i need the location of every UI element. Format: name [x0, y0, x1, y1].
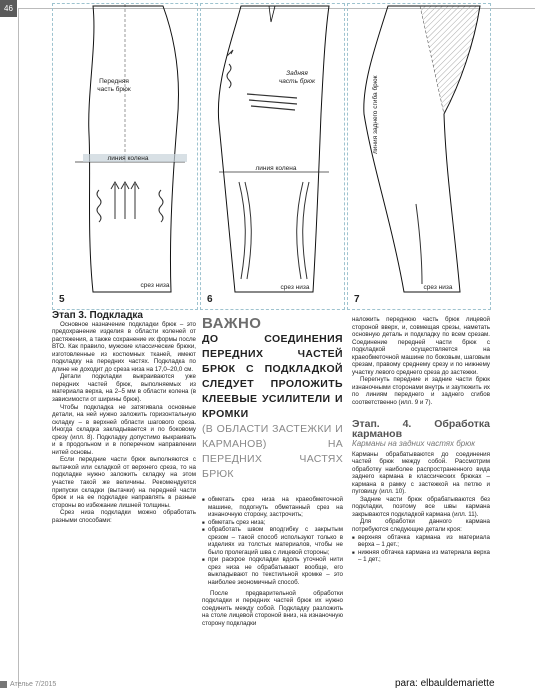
figure-6 [200, 3, 345, 310]
knee-line-label: линия колена [107, 155, 149, 162]
list-item: ■ при раскрое подкладки вдоль уточной нити срез низа не обрабатывают вообще, его выкладывают по текстильной кромке – это наиболее экономичный способ. [202, 556, 343, 586]
section-title: Этап 3. Подкладка [52, 310, 143, 321]
list-item: ■ обметать срез низа на краеобметочной машине, подогнуть обметанный срез на изнаночную сторону, застрочить; [202, 496, 343, 519]
paragraph: наложить переднюю часть брюк лицевой стороной вверх, и, совмещая срезы, наметать основную деталь и подкладку по всем срезам. Соединение передней части брюк с подкладкой осуществляется на краеобметочной машине по боковым, шаговым срезам, правому среднему срезу и по нижнему участку левого среднего среза до застежки. [352, 316, 490, 376]
paragraph: Основное назначение подкладки брюк – это предохранение изделия в области коленей от растяжения, а также сохранение их формы после ВТО. Как правило, мужские классические брюки, изготовленные из костюмных тканей, имеют подкладку на передних частях. Подкладка по длине не доходит до среза низа на 17,0–20,0 см. [52, 320, 196, 373]
paragraph: Срез низа подкладки можно обработать разными способами: [52, 509, 196, 524]
list-item: ■ верхняя обтачка кармана из материала верха – 1 дет.; [352, 534, 490, 549]
section-title: Этап. 4. Обработка карманов [352, 417, 490, 440]
column-1 [52, 312, 196, 524]
back-pattern-drawing [201, 4, 344, 309]
list-item: ■ обметать срез низа; [202, 519, 343, 527]
magazine-logo-icon [0, 681, 7, 688]
figure-5 [52, 3, 198, 310]
hem-methods-list [202, 496, 343, 587]
column-3 [352, 316, 490, 564]
paragraph: Для обработки данного кармана потребуются следующие детали кроя: [352, 518, 490, 534]
section-subtitle: Карманы на задних частях брюк [352, 438, 476, 448]
column-2 [202, 316, 343, 627]
front-part-label: Передняя часть брюк [97, 78, 131, 93]
figure-number: 5 [59, 294, 65, 305]
list-item: ■ обработать швом вподгибку с закрытым срезом – такой способ используют только в изделиях из толстых материалов, чтобы не было пролегаций шва с лицевой стороны; [202, 526, 343, 556]
important-note-bold: ДО СОЕДИНЕНИЯ ПЕРЕДНИХ ЧАСТЕЙ БРЮК С ПОДКЛАДКОЙ СЛЕДУЕТ ПРОЛОЖИТЬ КЛЕЕВЫЕ УСИЛИТЕЛИ И КРОМКИ [202, 333, 343, 420]
figure-7 [347, 3, 491, 310]
back-part-label: Задняя часть брюк [278, 70, 316, 85]
knee-line-label: линия колена [255, 165, 297, 172]
paragraph: Перегнуть передние и задние части брюк изнаночными сторонами внутрь и заутюжить их по линиям переднего и заднего сгибов соответственно (илл. 9 и 7). [352, 376, 490, 407]
paragraph: Карманы обрабатываются до соединения частей брюк между собой. Рассмотрим обработку наиболее распространенного вида заднего кармана в классических брюках – кармана в рамку с застежкой на петлю и пуговицу (илл. 10). [352, 450, 490, 496]
paragraph: Чтобы подкладка не затягивала основные детали, на ней нужно заложить горизонтальную складку – в верхней области шагового среза. Иногда складка закладывается и по боковому срезу (илл. 8). Подкладку допустимо выкраивать и в продольном и в поперечном направлении нитей основы. [52, 403, 196, 456]
left-rule [18, 8, 19, 688]
footer [0, 681, 56, 688]
paragraph: После предварительной обработки подкладки и передних частей брюк их нужно соединить между собой. Подкладку разложить на столе лицевой стороной вниз, на изнаночную сторону подкладки [202, 589, 343, 627]
credit-watermark: para: elbauldemariette [395, 678, 495, 689]
parts-list [352, 534, 490, 564]
page-number: 46 [0, 0, 17, 17]
important-title: ВАЖНО [202, 315, 262, 332]
magazine-issue: Ателье 7/2015 [10, 681, 57, 688]
paragraph: Если передние части брюк выполняются с вытачкой или складкой от верхнего среза, то на подкладке нужно заложить складку на этом участке такой же величины. Рекомендуется припуски складки (вытачки) на передней части брюк и на ее подкладке направлять в разные стороны во избежание лишней толщины. [52, 456, 196, 509]
fold-pattern-drawing [348, 4, 490, 309]
hem-label: срез низа [280, 284, 310, 291]
hem-label: срез низа [140, 282, 170, 289]
paragraph: Детали подкладки выкраиваются уже передних частей брюк, выполняемых из материала верха, на 2–5 мм в области колена (в зависимости от ширины брюк). [52, 373, 196, 404]
figure-number: 6 [207, 294, 213, 305]
list-item: ■ нижняя обтачка кармана из материала верха – 1 дет.; [352, 549, 490, 564]
paragraph: Задние части брюк обрабатываются без подкладки, поэтому все швы кармана закрываются подкладкой кармана (илл. 11). [352, 495, 490, 518]
important-note: (В ОБЛАСТИ ЗАСТЕЖКИ И КАРМАНОВ) НА ПЕРЕДНИХ ЧАСТЯХ БРЮК [202, 423, 343, 480]
fold-line-label: линия заднего сгиба брюк [372, 75, 379, 154]
hem-label: срез низа [423, 284, 453, 291]
figure-number: 7 [354, 294, 360, 305]
